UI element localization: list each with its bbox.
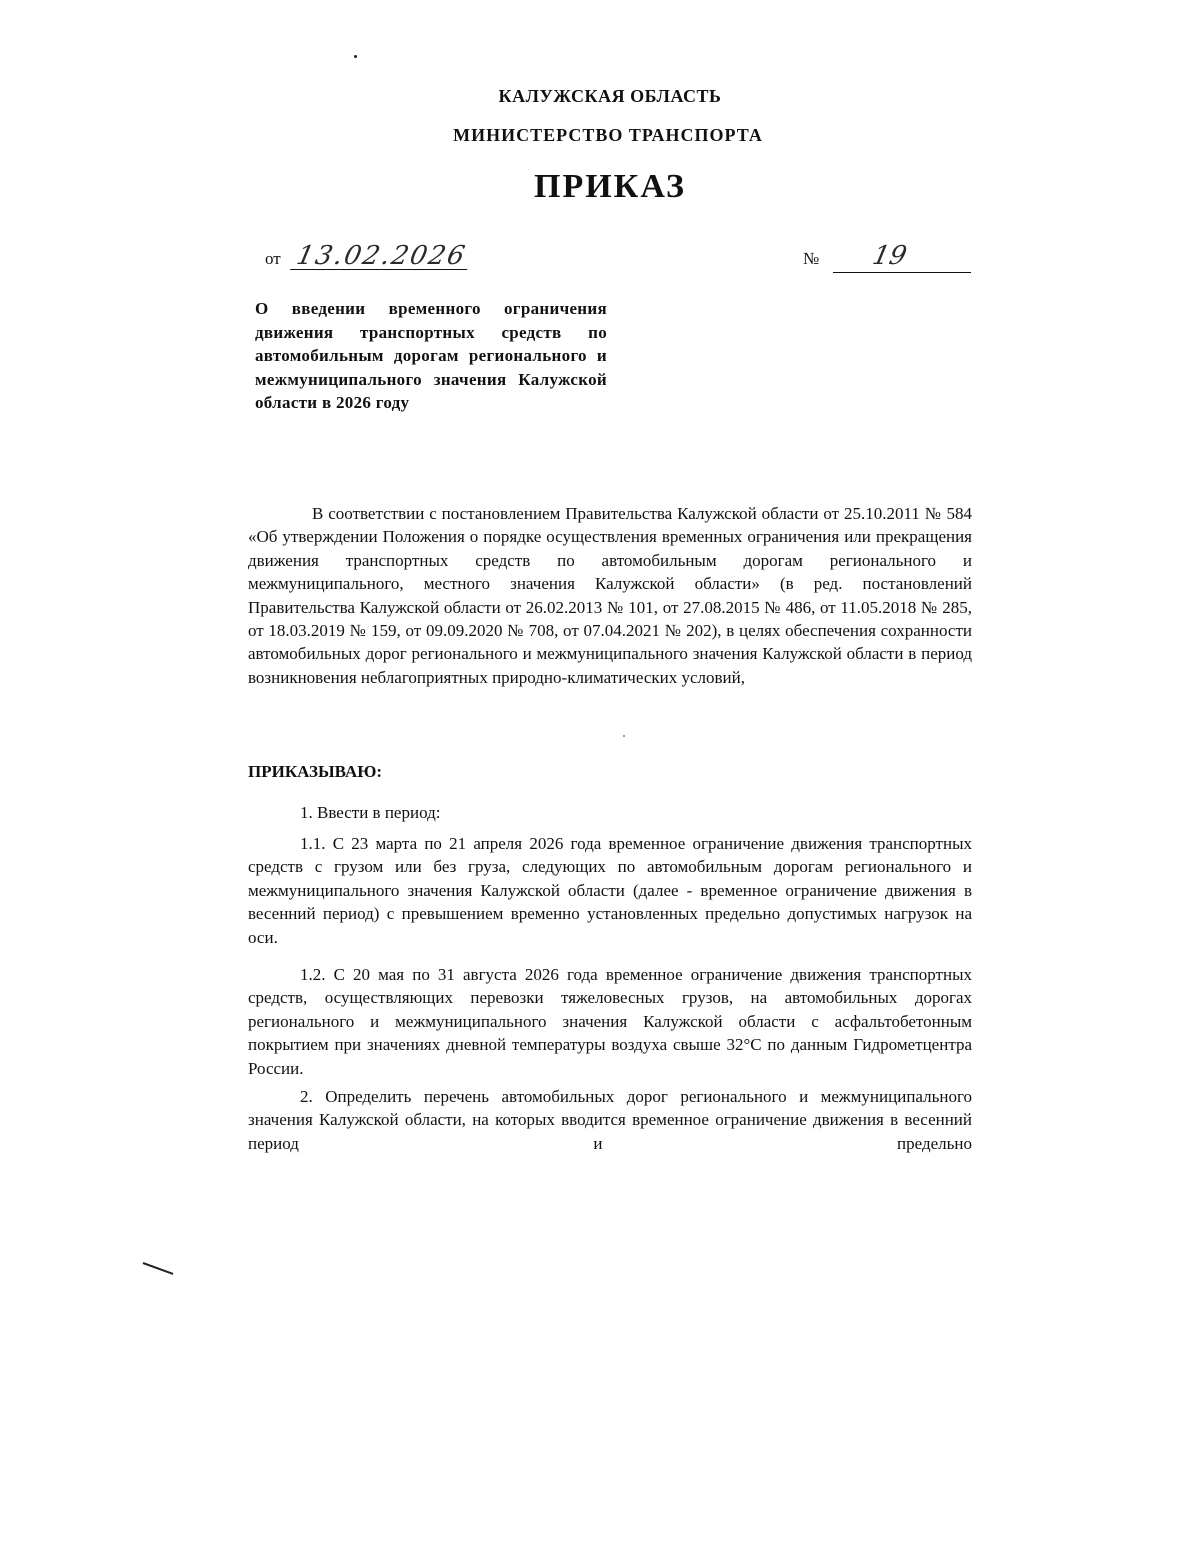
ministry-heading: МИНИСТЕРСТВО ТРАНСПОРТА — [453, 125, 763, 145]
scan-speck — [354, 55, 357, 58]
item-1-1: 1.1. С 23 марта по 21 апреля 2026 года временное ограничение движения транспортных средств с грузом или без груза, следующих по автомобильным дорогам регионального и межмуниципального значения Калужской области (далее - временное ограничение движения в весенний период) с превышением временно установленных предельно допустимых нагрузок на оси. — [248, 834, 972, 947]
region-heading: КАЛУЖСКАЯ ОБЛАСТЬ — [498, 86, 722, 106]
number-field — [833, 243, 971, 273]
date-row — [265, 243, 470, 270]
document-title: ПРИКАЗ — [534, 168, 686, 205]
scan-mark — [143, 1262, 174, 1275]
item-2: 2. Определить перечень автомобильных дорог регионального и межмуниципального значения Калужской области, на которых вводится временное ограничение движения в весенний период и предельно — [248, 1087, 972, 1153]
item-1-2: 1.2. С 20 мая по 31 августа 2026 года временное ограничение движения транспортных средств, осуществляющих перевозки тяжеловесных грузов, на автомобильных дорогах регионального и межмуниципального значения Калужской области с асфальтобетонным покрытием при значениях дневной температуры воздуха свыше 32°С по данным Гидрометцентра России. — [248, 965, 972, 1078]
order-subject: О введении временного ограничения движения транспортных средств по автомобильным дорогам регионального и межмуниципального значения Калужской области в 2026 году — [255, 299, 607, 412]
date-prefix: от — [265, 249, 281, 268]
order-word: ПРИКАЗЫВАЮ: — [248, 762, 383, 781]
number-handwritten: 19 — [870, 241, 910, 271]
scan-speck — [623, 735, 625, 737]
item-1: 1. Ввести в период: — [300, 803, 441, 822]
date-handwritten: 13.02.2026 — [290, 243, 473, 270]
intro-paragraph: В соответствии с постановлением Правительства Калужской области от 25.10.2011 № 584 «Об утверждении Положения о порядке осуществления временных ограничения или прекращения движения транспортных средств по автомобильным дорогам регионального и межмуниципального, местного значения Калужской области» (в ред. постановлений Правительства Калужской области от 26.02.2013 № 101, от 27.08.2015 № 486, от 11.05.2018 № 285, от 18.03.2019 № 159, от 09.09.2020 № 708, от 07.04.2021 № 202), в целях обеспечения сохранности автомобильных дорог регионального и межмуниципального значения Калужской области в период возникновения неблагоприятных природно-климатических условий, — [248, 504, 972, 687]
number-prefix: № — [803, 249, 820, 268]
number-row — [803, 243, 971, 273]
